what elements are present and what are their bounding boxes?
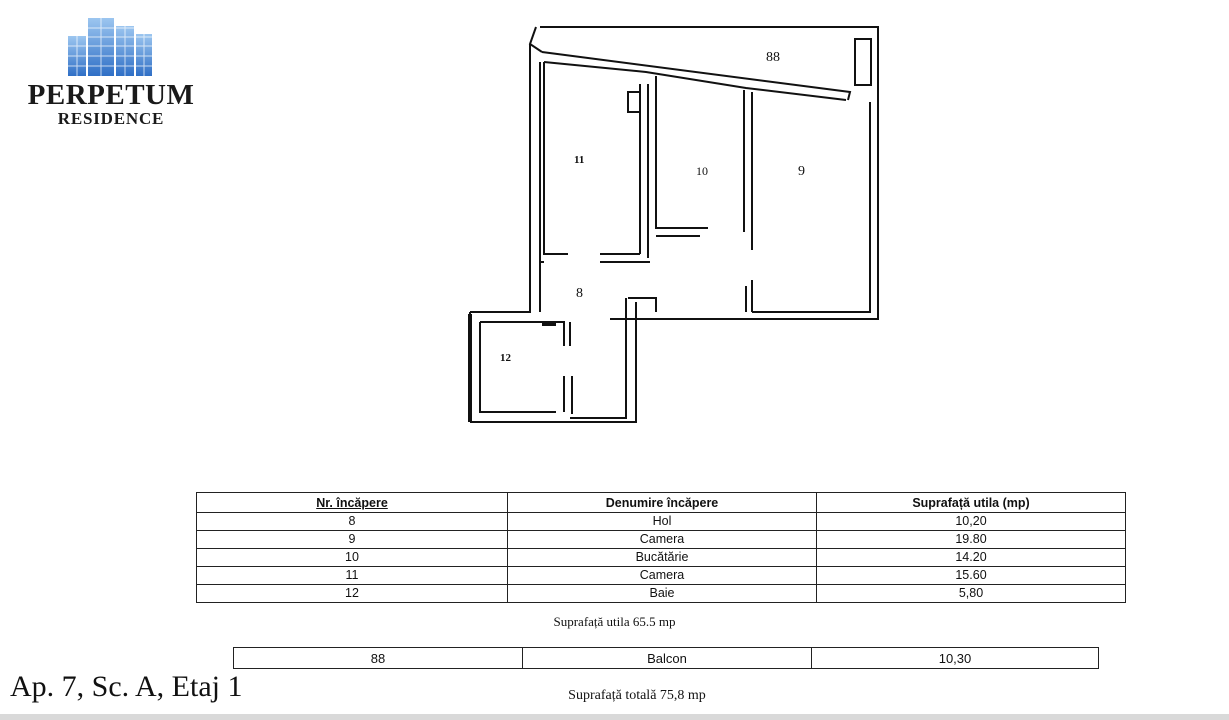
table-row xyxy=(197,531,1126,549)
room-name-cell: Hol xyxy=(508,513,817,531)
room-number-cell: 9 xyxy=(197,531,508,549)
room-name-cell: Camera xyxy=(508,531,817,549)
room-name-cell: Baie xyxy=(508,585,817,603)
rooms-table xyxy=(196,492,1126,603)
floor-plan xyxy=(460,22,890,429)
balcony-table xyxy=(233,647,1099,669)
logo-subtitle: RESIDENCE xyxy=(57,109,165,128)
room-name-cell: Bucătărie xyxy=(508,549,817,567)
room-label-11: 11 xyxy=(574,154,585,166)
room-label-10: 10 xyxy=(696,164,708,178)
usable-area-summary: Suprafață utila 65.5 mp xyxy=(553,614,676,629)
table-row xyxy=(197,513,1126,531)
room-area-cell: 10,20 xyxy=(817,513,1126,531)
floor-plan-drawing xyxy=(460,22,890,424)
table-row xyxy=(197,567,1126,585)
table-header-row xyxy=(197,493,1126,513)
logo xyxy=(26,14,196,128)
header-room-name: Denumire încăpere xyxy=(508,493,817,513)
balcony-number-cell: 88 xyxy=(234,648,523,669)
room-number-cell: 10 xyxy=(197,549,508,567)
balcony-area-cell: 10,30 xyxy=(812,648,1099,669)
header-room-area: Suprafață utila (mp) xyxy=(817,493,1126,513)
logo-title: PERPETUM xyxy=(27,79,195,111)
room-number-cell: 8 xyxy=(197,513,508,531)
room-label-9: 9 xyxy=(798,164,805,179)
total-area-summary: Suprafață totală 75,8 mp xyxy=(568,688,706,703)
room-area-cell: 19.80 xyxy=(817,531,1126,549)
room-number-cell: 11 xyxy=(197,567,508,585)
room-area-cell: 5,80 xyxy=(817,585,1126,603)
apartment-title: Ap. 7, Sc. A, Etaj 1 xyxy=(10,670,243,703)
table-row xyxy=(197,549,1126,567)
room-area-cell: 14.20 xyxy=(817,549,1126,567)
buildings-icon xyxy=(66,14,156,76)
room-label-8: 8 xyxy=(576,286,583,301)
balcony-name-cell: Balcon xyxy=(523,648,812,669)
bottom-divider xyxy=(0,714,1229,720)
room-number-cell: 12 xyxy=(197,585,508,603)
room-area-cell: 15.60 xyxy=(817,567,1126,585)
table-row xyxy=(197,585,1126,603)
room-label-12: 12 xyxy=(500,352,511,364)
header-room-number: Nr. încăpere xyxy=(197,493,508,513)
room-name-cell: Camera xyxy=(508,567,817,585)
table-row xyxy=(234,648,1099,669)
room-label-88: 88 xyxy=(766,50,780,65)
